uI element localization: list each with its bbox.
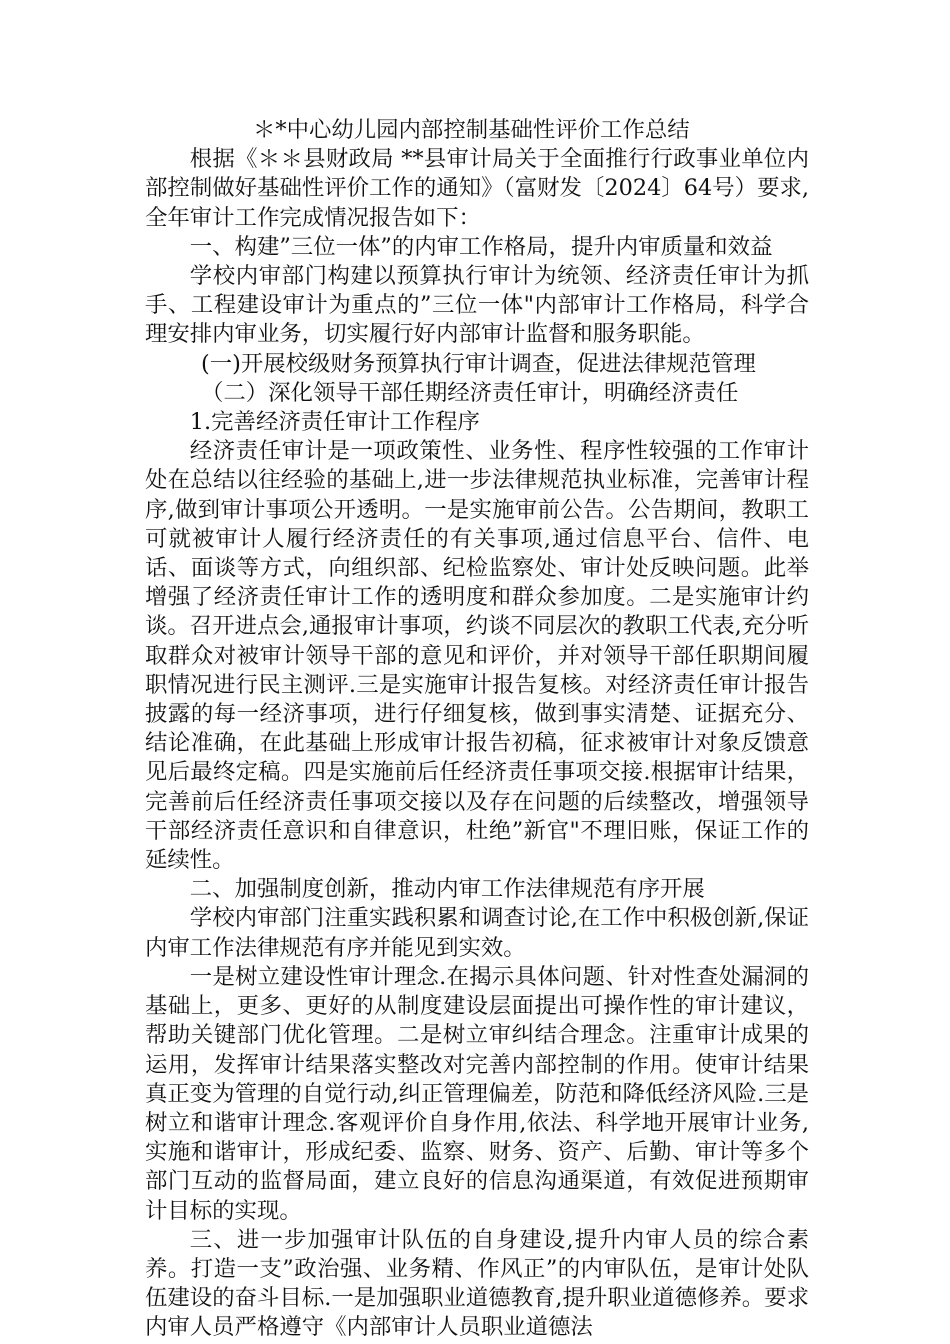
heading-subsection-2: （二）深化领导干部任期经济责任审计，明确经济责任 — [201, 379, 739, 406]
paragraph-audit-procedure: 经济责任审计是一项政策性、业务性、程序性较强的工作审计处在总结以往经验的基础上,进一步法律规范执业标准，完善审计程序,做到审计事项公开透明。一是实施审前公告。公告期间，教职工可就被审计人履行经济责任的有关事项,通过信息平台、信件、电话、面谈等方式，向组织部、纪检监察处、审计处反映问题。此举增强了经济责任审计工作的透明度和群众参加度。二是实施审计约谈。召开进点会,通报审计事项，约谈不同层次的教职工代表,充分听取群众对被审计领导干部的意见和评价，并对领导干部任职期间履职情况进行民主测评.三是实施审计报告复核。对经济责任审计报告披露的每一经济事项，进行仔细复核，做到事实清楚、证据充分、结论准确，在此基础上形成审计报告初稿，征求被审计对象反馈意见后最终定稿。四是实施前后任经济责任事项交接.根据审计结果，完善前后任经济责任事项交接以及存在问题的后续整改，增强领导干部经济责任意识和自律意识，杜绝”新官"不理旧账，保证工作的延续性。 — [145, 438, 809, 874]
heading-item-1: 1.完善经济责任审计工作程序 — [189, 409, 480, 436]
paragraph-section-3: 三、进一步加强审计队伍的自身建设,提升内审人员的综合素养。打造一支”政治强、业务精、作风正”的内审队伍，是审计处队伍建设的奋斗目标.一是加强职业道德教育,提升职业道德修养。要求内审人员严格遵守《内部审计人员职业道德法 — [145, 1226, 809, 1341]
document-body — [145, 116, 809, 1343]
document-title: ＊*中心幼儿园内部控制基础性评价工作总结 — [253, 117, 690, 143]
paragraph-section-2-detail: 一是树立建设性审计理念.在揭示具体问题、针对性查处漏洞的基础上，更多、更好的从制度建设层面提出可操作性的审计建议，帮助关键部门优化管理。二是树立审纠结合理念。注重审计成果的运用，发挥审计结果落实整改对完善内部控制的作用。使审计结果真正变为管理的自觉行动,纠正管理偏差，防范和降低经济风险.三是树立和谐审计理念.客观评价自身作用,依法、科学地开展审计业务,实施和谐审计，形成纪委、监察、财务、资产、后勤、审计等多个部门互动的监督局面，建立良好的信息沟通渠道，有效促进预期审计目标的实现。 — [145, 963, 809, 1224]
paragraph-intro: 根据《＊＊县财政局 **县审计局关于全面推行行政事业单位内部控制做好基础性评价工作的通知》（富财发〔2024〕64号）要求,全年审计工作完成情况报告如下： — [145, 146, 809, 231]
heading-section-1: 一、构建”三位一体”的内审工作格局，提升内审质量和效益 — [189, 233, 773, 260]
paragraph-section-1: 学校内审部门构建以预算执行审计为统领、经济责任审计为抓手、工程建设审计为重点的”三位一体"内部审计工作格局，科学合理安排内审业务，切实履行好内部审计监督和服务职能。 — [145, 263, 809, 348]
paragraph-section-2-intro: 学校内审部门注重实践积累和调查讨论,在工作中积极创新,保证内审工作法律规范有序并能见到实效。 — [145, 905, 809, 961]
heading-subsection-1: (一)开展校级财务预算执行审计调查，促进法律规范管理 — [201, 350, 756, 377]
heading-section-2: 二、加强制度创新，推动内审工作法律规范有序开展 — [189, 876, 705, 903]
